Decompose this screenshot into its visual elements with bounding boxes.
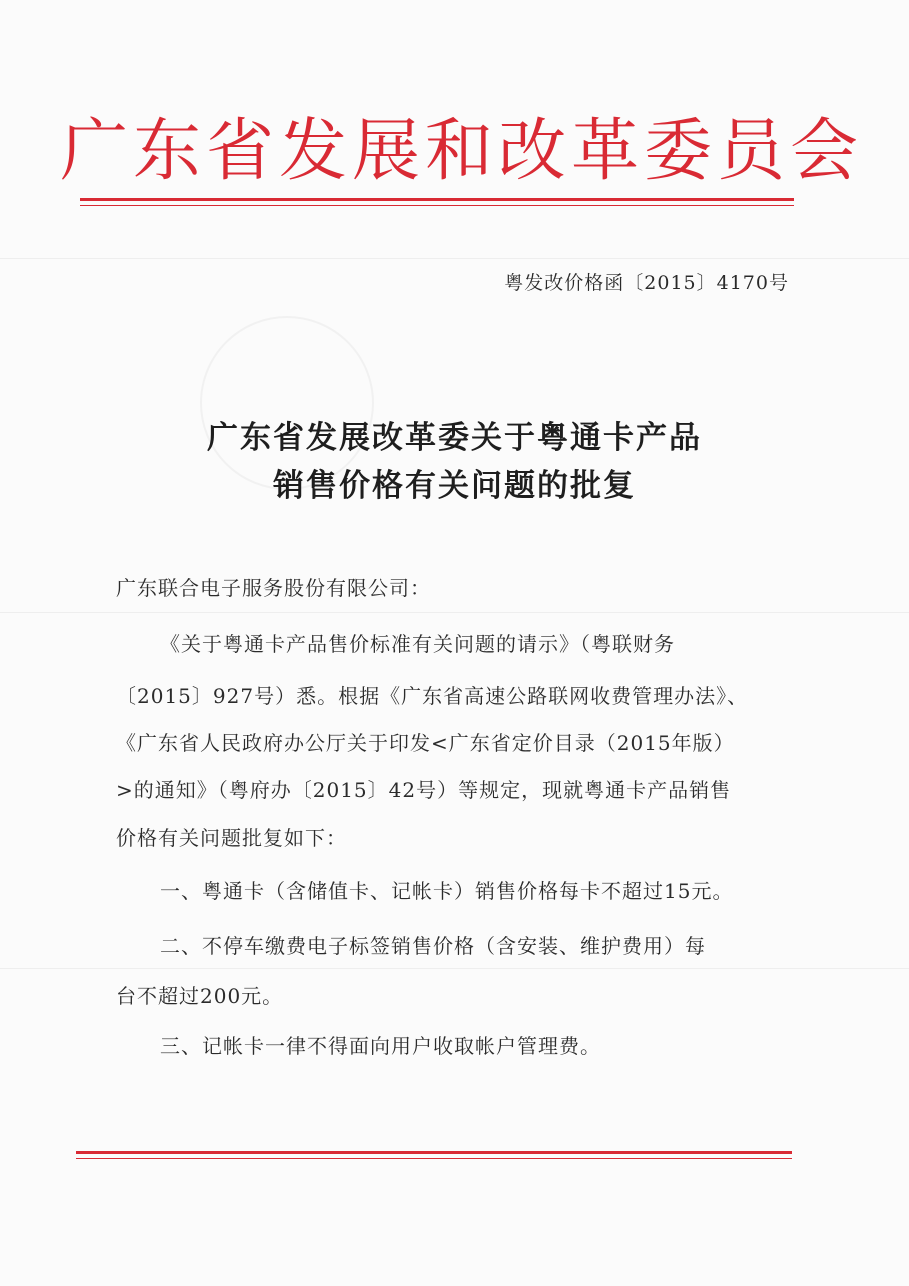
body-line: >的通知》（粤府办〔2015〕42号）等规定，现就粤通卡产品销售 — [116, 778, 732, 802]
footer-rule-bottom — [76, 1158, 792, 1159]
addressee: 广东联合电子服务股份有限公司： — [116, 576, 431, 600]
body-item-2-continued: 台不超过200元。 — [116, 984, 284, 1008]
document-title-line-1: 广东省发展改革委关于粤通卡产品 — [207, 420, 702, 456]
footer-rule-top — [76, 1151, 792, 1154]
body-item-1: 一、粤通卡（含储值卡、记帐卡）销售价格每卡不超过15元。 — [160, 879, 734, 903]
document-title-line-2: 销售价格有关问题的批复 — [273, 468, 636, 504]
scan-crease — [0, 968, 909, 969]
body-line: 《广东省人民政府办公厅关于印发<广东省定价目录（2015年版） — [116, 731, 735, 755]
body-item-3: 三、记帐卡一律不得面向用户收取帐户管理费。 — [160, 1034, 601, 1058]
letterhead-rule-bottom — [80, 205, 794, 206]
body-line: 《关于粤通卡产品售价标准有关问题的请示》（粤联财务 — [160, 632, 675, 656]
body-line: 〔2015〕927号）悉。根据《广东省高速公路联网收费管理办法》、 — [116, 684, 749, 708]
scan-crease — [0, 258, 909, 259]
letterhead-rule-top — [80, 198, 794, 201]
letterhead-title: 广东省发展和改革委员会 — [60, 112, 864, 191]
body-item-2: 二、不停车缴费电子标签销售价格（含安装、维护费用）每 — [160, 934, 706, 958]
body-line: 价格有关问题批复如下： — [116, 826, 347, 850]
scan-crease — [0, 612, 909, 613]
document-number: 粤发改价格函〔2015〕4170号 — [504, 272, 789, 294]
